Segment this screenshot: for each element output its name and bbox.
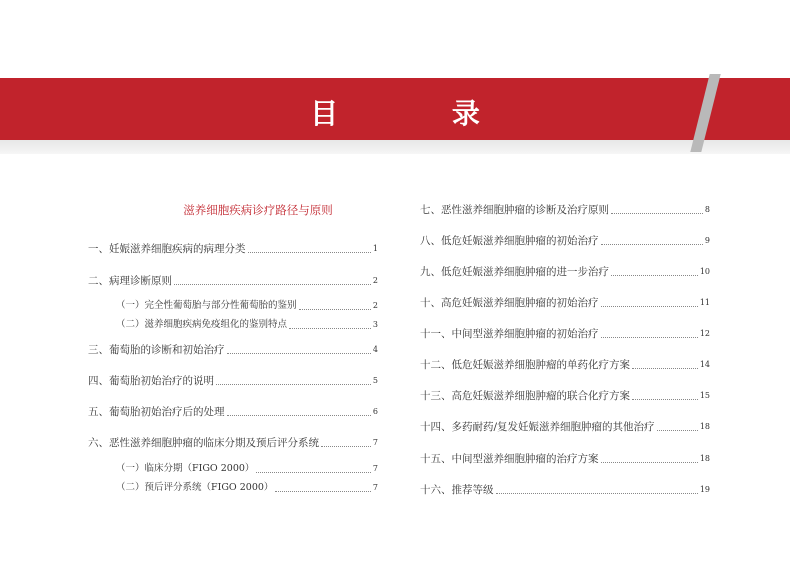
toc-entry[interactable] <box>88 242 378 256</box>
toc-entry[interactable] <box>420 234 710 248</box>
toc-entry-label: 十四、多药耐药/复发妊娠滋养细胞肿瘤的其他治疗 <box>420 421 655 433</box>
toc-leader-dots <box>299 309 371 310</box>
page-title: 目 录 <box>310 97 532 130</box>
toc-entry[interactable] <box>88 343 378 357</box>
toc-entry-page: 3 <box>372 320 378 329</box>
toc-entry-page: 7 <box>372 483 378 492</box>
toc-entry-page: 9 <box>704 236 710 245</box>
toc-subentry[interactable] <box>116 462 378 476</box>
toc-entry-label: 九、低危妊娠滋养细胞肿瘤的进一步治疗 <box>420 266 609 278</box>
toc-entry-page: 8 <box>704 205 710 214</box>
toc-leader-dots <box>601 244 703 245</box>
toc-leader-dots <box>248 252 371 253</box>
toc-leader-dots <box>216 384 371 385</box>
toc-leader-dots <box>611 213 703 214</box>
toc-entry-label: 十、高危妊娠滋养细胞肿瘤的初始治疗 <box>420 297 599 309</box>
toc-entry-page: 2 <box>372 301 378 310</box>
banner-gray-band <box>0 140 790 154</box>
toc-entry[interactable] <box>420 452 710 466</box>
toc-entry-label: （二）滋养细胞疾病免疫组化的鉴别特点 <box>116 319 288 330</box>
toc-entry-page: 4 <box>372 345 378 354</box>
toc-leader-dots <box>496 493 698 494</box>
toc-leader-dots <box>657 430 698 431</box>
toc-entry[interactable] <box>420 265 710 279</box>
toc-entry[interactable] <box>88 405 378 419</box>
toc-entry-page: 19 <box>699 485 710 494</box>
toc-entry[interactable] <box>88 274 378 288</box>
toc-entry-label: （二）预后评分系统（FIGO 2000） <box>116 482 274 493</box>
toc-leader-dots <box>256 472 370 473</box>
toc-entry-label: 四、葡萄胎初始治疗的说明 <box>88 375 214 387</box>
toc-entry-page: 15 <box>699 391 710 400</box>
toc-entry-page: 10 <box>699 267 710 276</box>
toc-entry-label: 十二、低危妊娠滋养细胞肿瘤的单药化疗方案 <box>420 359 630 371</box>
toc-leader-dots <box>632 399 698 400</box>
toc-leader-dots <box>174 284 371 285</box>
toc-entry-page: 7 <box>372 438 378 447</box>
toc-entry-label: （一）完全性葡萄胎与部分性葡萄胎的鉴别 <box>116 300 297 311</box>
toc-leader-dots <box>321 446 371 447</box>
toc-leader-dots <box>601 337 698 338</box>
toc-entry-label: 二、病理诊断原则 <box>88 275 172 287</box>
toc-section-heading: 滋养细胞疾病诊疗路径与原则 <box>183 203 333 217</box>
toc-subentry[interactable] <box>116 481 378 495</box>
toc-left-column <box>88 200 378 493</box>
toc-entry[interactable] <box>88 436 378 450</box>
toc-entry[interactable] <box>420 389 710 403</box>
toc-leader-dots <box>227 415 371 416</box>
toc-entry-label: 六、恶性滋养细胞肿瘤的临床分期及预后评分系统 <box>88 437 319 449</box>
toc-entry-label: 一、妊娠滋养细胞疾病的病理分类 <box>88 243 246 255</box>
toc-entry[interactable] <box>420 358 710 372</box>
toc-entry-page: 14 <box>699 360 710 369</box>
toc-entry-page: 18 <box>699 454 710 463</box>
toc-subentry[interactable] <box>116 318 378 332</box>
toc-entry-page: 2 <box>372 276 378 285</box>
toc-entry-label: 五、葡萄胎初始治疗后的处理 <box>88 406 225 418</box>
toc-leader-dots <box>601 462 698 463</box>
toc-entry-page: 7 <box>372 464 378 473</box>
title-banner <box>0 78 790 154</box>
toc-entry-page: 12 <box>699 329 710 338</box>
toc-leader-dots <box>601 306 698 307</box>
toc-entry[interactable] <box>420 420 710 434</box>
toc-entry[interactable] <box>88 374 378 388</box>
toc-leader-dots <box>289 328 371 329</box>
toc-entry-page: 6 <box>372 407 378 416</box>
toc-entry-label: （一）临床分期（FIGO 2000） <box>116 463 255 474</box>
toc-entry-label: 十六、推荐等级 <box>420 484 494 496</box>
toc-entry[interactable] <box>420 296 710 310</box>
toc-subentry[interactable] <box>116 299 378 313</box>
toc-entry-label: 十三、高危妊娠滋养细胞肿瘤的联合化疗方案 <box>420 390 630 402</box>
toc-entry[interactable] <box>420 327 710 341</box>
toc-entry-label: 十一、中间型滋养细胞肿瘤的初始治疗 <box>420 328 599 340</box>
toc-entry[interactable] <box>420 203 710 217</box>
toc-entry[interactable] <box>420 483 710 497</box>
toc-entry-page: 18 <box>699 422 710 431</box>
toc-entry-label: 八、低危妊娠滋养细胞肿瘤的初始治疗 <box>420 235 599 247</box>
toc-leader-dots <box>632 368 698 369</box>
toc-entry-page: 11 <box>699 298 710 307</box>
toc-entry-page: 1 <box>372 244 378 253</box>
toc-leader-dots <box>227 353 371 354</box>
toc-leader-dots <box>275 491 370 492</box>
toc-entry-label: 十五、中间型滋养细胞肿瘤的治疗方案 <box>420 453 599 465</box>
toc-entry-label: 三、葡萄胎的诊断和初始治疗 <box>88 344 225 356</box>
toc-entry-page: 5 <box>372 376 378 385</box>
toc-leader-dots <box>611 275 698 276</box>
toc-entry-label: 七、恶性滋养细胞肿瘤的诊断及治疗原则 <box>420 204 609 216</box>
